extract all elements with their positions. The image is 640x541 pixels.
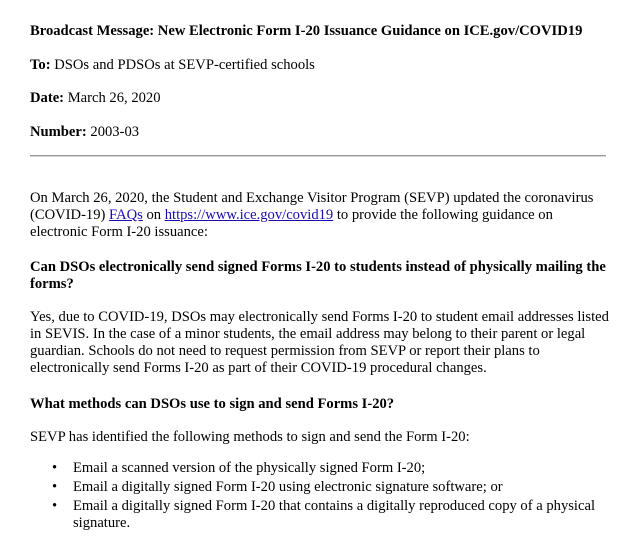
number-line bbox=[30, 124, 139, 141]
date-label: Date: bbox=[30, 90, 65, 106]
method-text: Email a scanned version of the physically signed Form I-20; bbox=[73, 460, 426, 476]
answer-paragraph-1: Yes, due to COVID-19, DSOs may electronically send Forms I-20 to student email addresses listed in SEVIS. In the case of a minor students, the email address may belong to their parent or legal guardian. Schools do not need to request permission from SEVP or report their plans to electronically send Forms I-20 as part of their COVID-19 procedural changes. bbox=[30, 309, 609, 376]
answer-intro-2: SEVP has identified the following methods to sign and send the Form I-20: bbox=[30, 429, 470, 445]
intro-text-middle: on bbox=[142, 207, 165, 223]
date-line bbox=[30, 90, 161, 107]
list-item bbox=[30, 479, 610, 496]
list-item bbox=[30, 498, 610, 532]
number-value: 2003-03 bbox=[86, 124, 140, 140]
intro-text-before: On March 26, 2020, the Student and Exchange Visitor Program (SEVP) updated the coronavirus (COVID-19) bbox=[30, 190, 594, 223]
question-heading-1: Can DSOs electronically send signed Forms I-20 to students instead of physically mailing the forms? bbox=[30, 259, 606, 292]
bullet-icon: • bbox=[52, 498, 58, 514]
document-title: Broadcast Message: New Electronic Form I-20 Issuance Guidance on ICE.gov/COVID19 bbox=[30, 23, 583, 39]
method-text: Email a digitally signed Form I-20 that contains a digitally reproduced copy of a physical signature. bbox=[73, 498, 595, 531]
number-label: Number: bbox=[30, 124, 87, 140]
to-value: DSOs and PDSOs at SEVP-certified schools bbox=[50, 57, 315, 73]
question-heading-2: What methods can DSOs use to sign and send Forms I-20? bbox=[30, 396, 395, 412]
header-divider bbox=[30, 155, 606, 157]
bullet-icon: • bbox=[52, 460, 58, 476]
bullet-icon: • bbox=[52, 479, 58, 495]
date-value: March 26, 2020 bbox=[64, 90, 161, 106]
recipient-line bbox=[30, 57, 315, 74]
methods-list bbox=[30, 460, 610, 534]
list-item bbox=[30, 460, 610, 477]
intro-paragraph bbox=[30, 190, 610, 241]
intro-text-after: to provide the following guidance on electronic Form I-20 issuance: bbox=[30, 207, 553, 240]
to-label: To: bbox=[30, 57, 51, 73]
covid19-url-link[interactable]: https://www.ice.gov/covid19 bbox=[164, 207, 334, 223]
method-text: Email a digitally signed Form I-20 using electronic signature software; or bbox=[73, 479, 503, 495]
faqs-link[interactable]: FAQs bbox=[109, 207, 143, 223]
